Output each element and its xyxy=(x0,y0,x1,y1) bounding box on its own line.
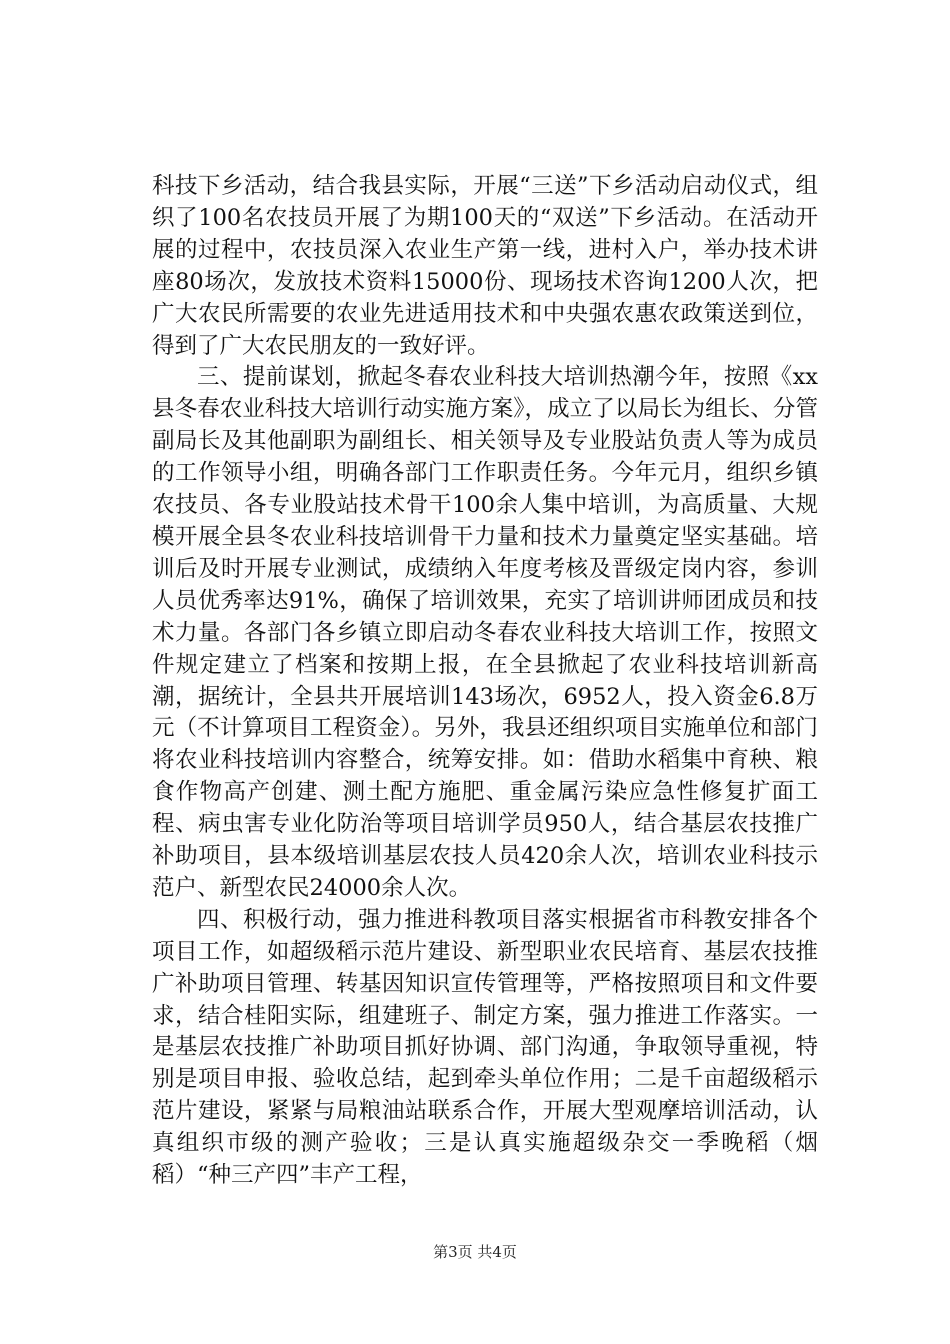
paragraph-continuation: 科技下乡活动，结合我县实际，开展“三送”下乡活动启动仪式，组织了100名农技员开展了为期100天的“双送”下乡活动。在活动开展的过程中，农技员深入农业生产第一线，进村入户，举办技术讲座80场次，发放技术资料15000份、现场技术咨询1200人次，把广大农民所需要的农业先进适用技术和中央强农惠农政策送到位，得到了广大农民朋友的一致好评。 xyxy=(152,173,818,359)
document-body xyxy=(152,171,818,1192)
page-number-label: 第3页 共4页 xyxy=(433,1243,517,1261)
paragraph-section-three: 三、提前谋划，掀起冬春农业科技大培训热潮今年，按照《xx县冬春农业科技大培训行动实施方案》，成立了以局长为组长、分管副局长及其他副职为副组长、相关领导及专业股站负责人等为成员的工作领导小组，明确各部门工作职责任务。今年元月，组织乡镇农技员、各专业股站技术骨干100余人集中培训，为高质量、大规模开展全县冬农业科技培训骨干力量和技术力量奠定坚实基础。培训后及时开展专业测试，成绩纳入年度考核及晋级定岗内容，参训人员优秀率达91%，确保了培训效果，充实了培训讲师团成员和技术力量。各部门各乡镇立即启动冬春农业科技大培训工作，按照文件规定建立了档案和按期上报，在全县掀起了农业科技培训新高潮，据统计，全县共开展培训143场次，6952人，投入资金6.8万元（不计算项目工程资金）。另外，我县还组织项目实施单位和部门将农业科技培训内容整合，统筹安排。如：借助水稻集中育秧、粮食作物高产创建、测土配方施肥、重金属污染应急性修复扩面工程、病虫害专业化防治等项目培训学员950人，结合基层农技推广补助项目，县本级培训基层农技人员420余人次，培训农业科技示范户、新型农民24000余人次。 xyxy=(152,364,818,901)
page-footer xyxy=(0,1242,950,1262)
paragraph-section-four: 四、积极行动，强力推进科教项目落实根据省市科教安排各个项目工作，如超级稻示范片建设、新型职业农民培育、基层农技推广补助项目管理、转基因知识宣传管理等，严格按照项目和文件要求，结合桂阳实际，组建班子、制定方案，强力推进工作落实。一是基层农技推广补助项目抓好协调、部门沟通，争取领导重视，特别是项目申报、验收总结，起到牵头单位作用；二是千亩超级稻示范片建设，紧紧与局粮油站联系合作，开展大型观摩培训活动，认真组织市级的测产验收；三是认真实施超级杂交一季晚稻（烟稻）“种三产四”丰产工程， xyxy=(152,906,818,1189)
